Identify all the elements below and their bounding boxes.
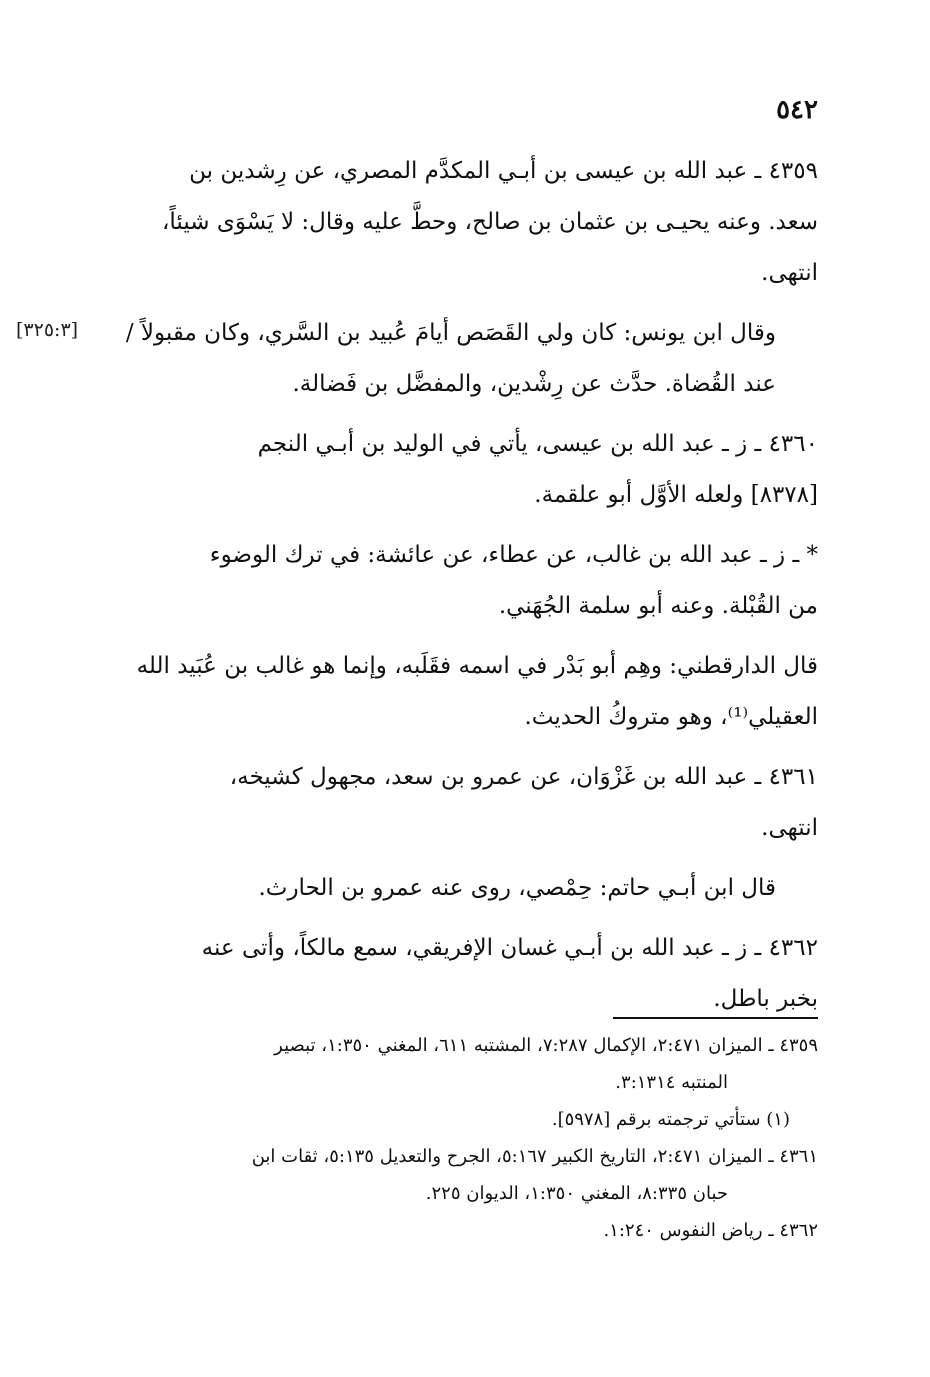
footnote-line: المنتبه ٣:١٣١٤. [615, 1072, 728, 1093]
text-line: ٤٣٦١ ـ عبد الله بن غَزْوَان، عن عمرو بن سعد، مجهول كشيخه، [229, 764, 818, 790]
text-line: سعد. وعنه يحيـى بن عثمان بن صالح، وحطَّ عليه وقال: لا يَسْوَى شيئاً، [161, 209, 818, 235]
entry-daraqutni-quote [110, 641, 818, 743]
footnote-line: ٤٣٥٩ ـ الميزان ٢:٤٧١، الإكمال ٧:٢٨٧، المشتبه ٦١١، المغني ١:٣٥٠، تبصير [274, 1035, 818, 1056]
text-line: من القُبْلة. وعنه أبو سلمة الجُهَني. [498, 593, 818, 619]
entry-ibn-abi-hatim-quote [110, 863, 818, 914]
footnotes [110, 1027, 818, 1249]
text-line: ٤٣٦٢ ـ ز ـ عبد الله بن أبـي غسان الإفريقي، سمع مالكاً، وأتى عنه [201, 935, 818, 961]
text-line: [٨٣٧٨] ولعله الأوَّل أبو علقمة. [534, 482, 818, 508]
entry-4359 [110, 146, 818, 299]
text-line: انتهى. [761, 260, 818, 286]
text-line: ٤٣٥٩ ـ عبد الله بن عيسى بن أبـي المكدَّم المصري، عن رِشدين بن [189, 158, 818, 184]
footnote-4361 [110, 1138, 818, 1212]
footnote-line: ٤٣٦٢ ـ رياض النفوس ١:٢٤٠. [603, 1220, 818, 1241]
footnote-4359 [110, 1027, 818, 1101]
text-line: العقيلي⁽¹⁾، وهو متروكُ الحديث. [524, 704, 818, 730]
text-line: قال ابن أبـي حاتم: حِمْصي، روى عنه عمرو بن الحارث. [258, 875, 776, 901]
footnote-4362 [110, 1212, 818, 1249]
text-line: عند القُضاة. حدَّث عن رِشْدين، والمفضَّل بن فَضالة. [292, 371, 776, 397]
footnote-line: حبان ٨:٣٣٥، المغني ١:٣٥٠، الديوان ٢٢٥. [425, 1183, 728, 1204]
entry-ibn-yunus-quote [16, 308, 818, 410]
footnote-line: (١) ستأتي ترجمته برقم [٥٩٧٨]. [551, 1109, 790, 1130]
footnote-line: ٤٣٦١ ـ الميزان ٢:٤٧١، التاريخ الكبير ٥:١٦٧، الجرح والتعديل ٥:١٣٥، ثقات ابن [251, 1146, 818, 1167]
entry-4361 [110, 752, 818, 854]
entry-4360 [110, 419, 818, 521]
entry-star [110, 530, 818, 632]
entry-4362 [110, 923, 818, 1025]
text-line: بخبر باطل. [713, 986, 818, 1012]
text-line: ٤٣٦٠ ـ ز ـ عبد الله بن عيسى، يأتي في الوليد بن أبـي النجم [257, 431, 818, 457]
page-number: ٥٤٢ [776, 95, 818, 125]
volume-page-reference: [٣٢٥:٣] [16, 319, 79, 341]
text-line: وقال ابن يونس: كان ولي القَصَص أيامَ عُبيد بن السَّري، وكان مقبولاً / [125, 320, 776, 346]
text-line: قال الدارقطني: وهِم أبو بَدْر في اسمه فقَلَبه، وإنما هو غالب بن عُبَيد الله [136, 653, 818, 679]
main-text [16, 146, 818, 1025]
footnote-1 [110, 1101, 818, 1138]
text-line: * ـ ز ـ عبد الله بن غالب، عن عطاء، عن عائشة: في ترك الوضوء [209, 542, 818, 568]
text-line: انتهى. [761, 815, 818, 841]
footnote-divider [613, 1017, 818, 1019]
